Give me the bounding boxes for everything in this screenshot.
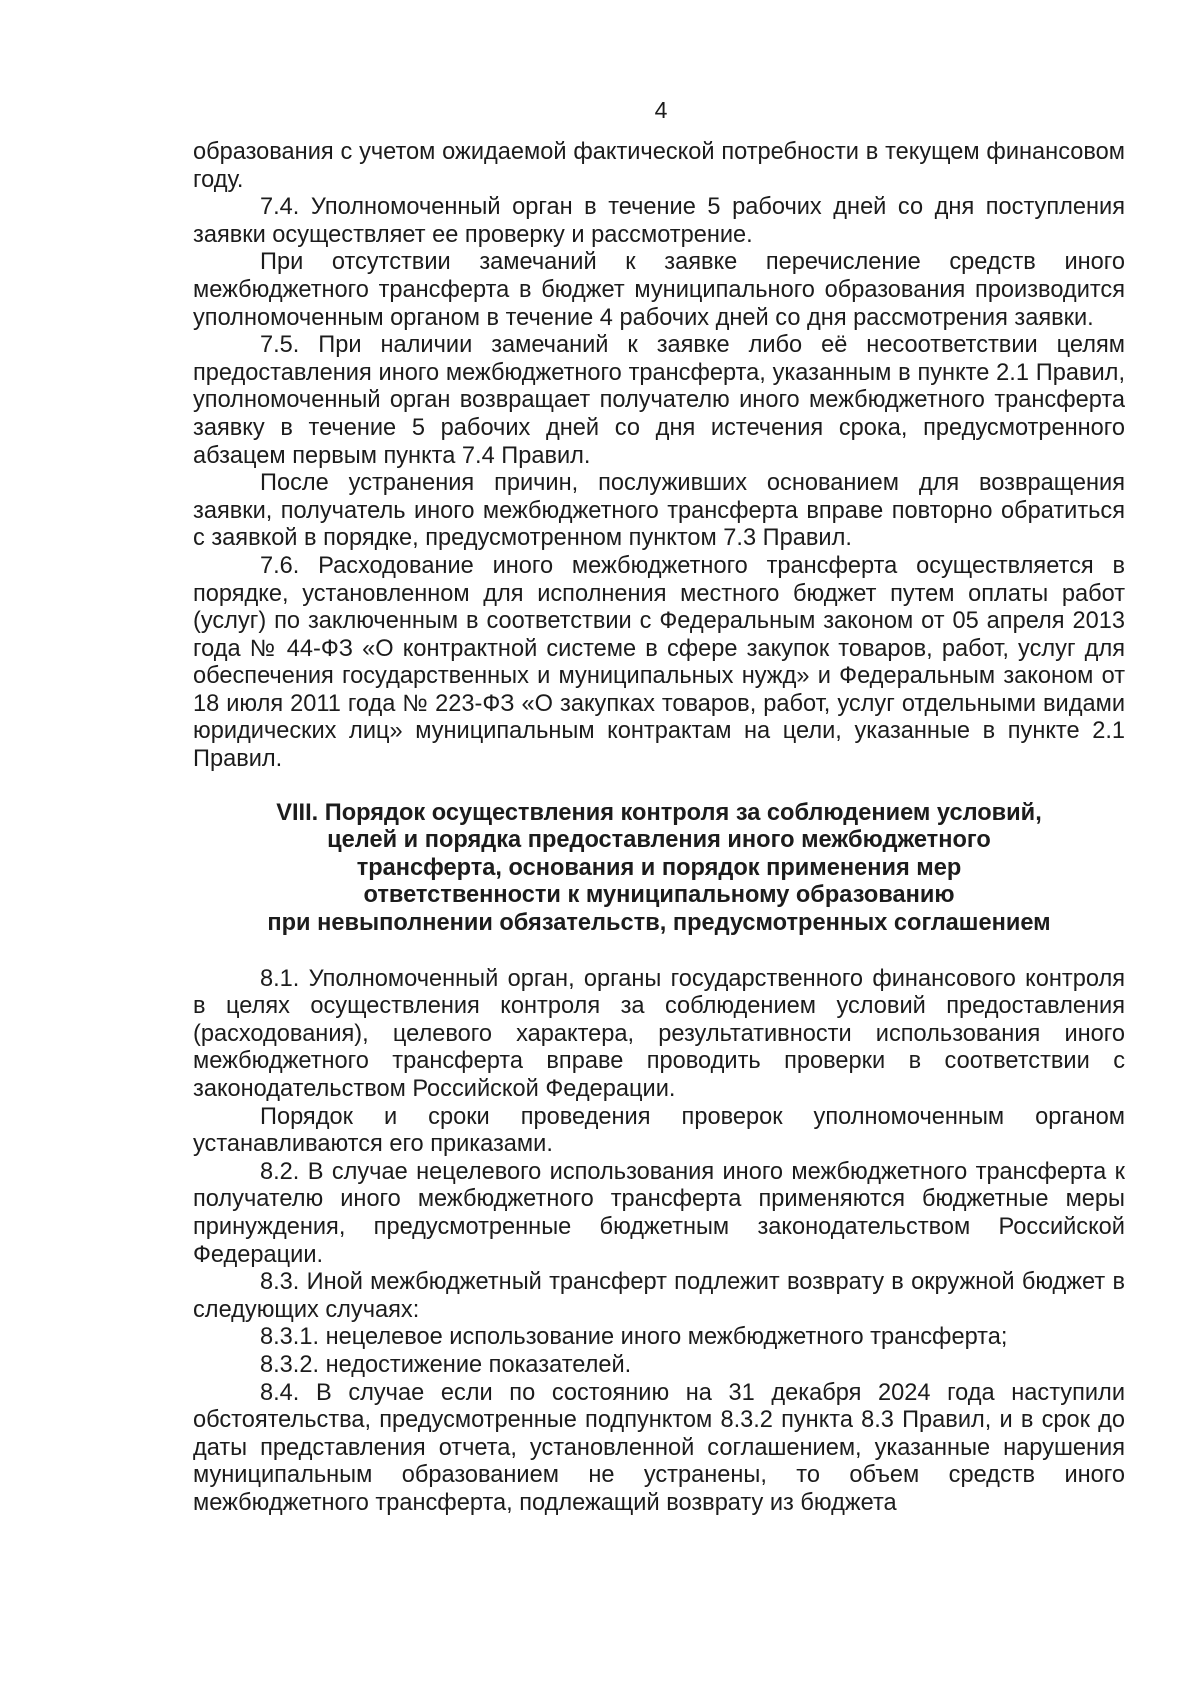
paragraph: 8.3.1. нецелевое использование иного межбюджетного трансферта;: [260, 1324, 1008, 1351]
paragraph: 7.4. Уполномоченный орган в течение 5 рабочих дней со дня поступления заявки осуществляет ее проверку и рассмотрение.: [193, 194, 1125, 248]
paragraph: При отсутствии замечаний к заявке перечисление средств иного межбюджетного трансферта в бюджет муниципального образования производится уполномоченным органом в течение 4 рабочих дней со дня рассмотрения заявки.: [193, 249, 1125, 331]
paragraph: 7.6. Расходование иного межбюджетного трансферта осуществляется в порядке, установленном для исполнения местного бюджет путем оплаты работ (услуг) по заключенным в соответствии с Федеральным законом от 05 апреля 2013 года № 44-ФЗ «О контрактной системе в сфере закупок товаров, работ, услуг для обеспечения государственных и муниципальных нужд» и Федеральным законом от 18 июля 2011 года № 223-ФЗ «О закупках товаров, работ, услуг отдельными видами юридических лиц» муниципальным контрактам на цели, указанные в пункте 2.1 Правил.: [193, 552, 1125, 773]
section-heading-line: при невыполнении обязательств, предусмотренных соглашением: [267, 910, 1051, 937]
paragraph: 8.3. Иной межбюджетный трансферт подлежит возврату в окружной бюджет в следующих случаях:: [193, 1269, 1125, 1323]
paragraph: 8.3.2. недостижение показателей.: [260, 1351, 632, 1378]
paragraphs-top: [193, 139, 1125, 774]
paragraph: 8.1. Уполномоченный орган, органы государственного финансового контроля в целях осуществления контроля за соблюдением условий предоставления (расходования), целевого характера, результативности использования иного межбюджетного трансферта вправе проводить проверки в соответствии с законодательством Российской Федерации.: [193, 965, 1125, 1102]
paragraph: После устранения причин, послуживших основанием для возвращения заявки, получатель иного межбюджетного трансферта вправе повторно обратиться с заявкой в порядке, предусмотренном пунктом 7.3 Правил.: [193, 470, 1125, 552]
page-number: 4: [654, 97, 668, 123]
section-heading: [193, 800, 1125, 938]
paragraph: 8.2. В случае нецелевого использования иного межбюджетного трансферта к получателю иного межбюджетного трансферта применяются бюджетные меры принуждения, предусмотренные бюджетным законодательством Российской Федерации.: [193, 1158, 1125, 1268]
section-heading-line: ответственности к муниципальному образованию: [363, 882, 955, 909]
paragraph: 7.5. При наличии замечаний к заявке либо её несоответствии целям предоставления иного межбюджетного трансферта, указанным в пункте 2.1 Правил, уполномоченный орган возвращает получателю иного межбюджетного трансферта заявку в течение 5 рабочих дней со дня истечения срока, предусмотренного абзацем первым пункта 7.4 Правил.: [193, 332, 1125, 469]
paragraphs-bottom: [193, 966, 1125, 1518]
section-heading-line: трансферта, основания и порядок применения мер: [356, 854, 962, 881]
paragraph: Порядок и сроки проведения проверок уполномоченным органом устанавливаются его приказами.: [193, 1103, 1125, 1158]
section-heading-line: VIII. Порядок осуществления контроля за соблюдением условий,: [276, 799, 1042, 826]
document-body: [193, 139, 1125, 1518]
paragraph: 8.4. В случае если по состоянию на 31 декабря 2024 года наступили обстоятельства, предусмотренные подпунктом 8.3.2 пункта 8.3 Правил, и в срок до даты представления отчета, установленной соглашением, указанные нарушения муниципальным образованием не устранены, то объем средств иного межбюджетного трансферта, подлежащий возврату из бюджета: [193, 1379, 1125, 1516]
paragraph: образования с учетом ожидаемой фактической потребности в текущем финансовом году.: [193, 139, 1125, 193]
section-heading-line: целей и порядка предоставления иного межбюджетного: [327, 827, 991, 854]
